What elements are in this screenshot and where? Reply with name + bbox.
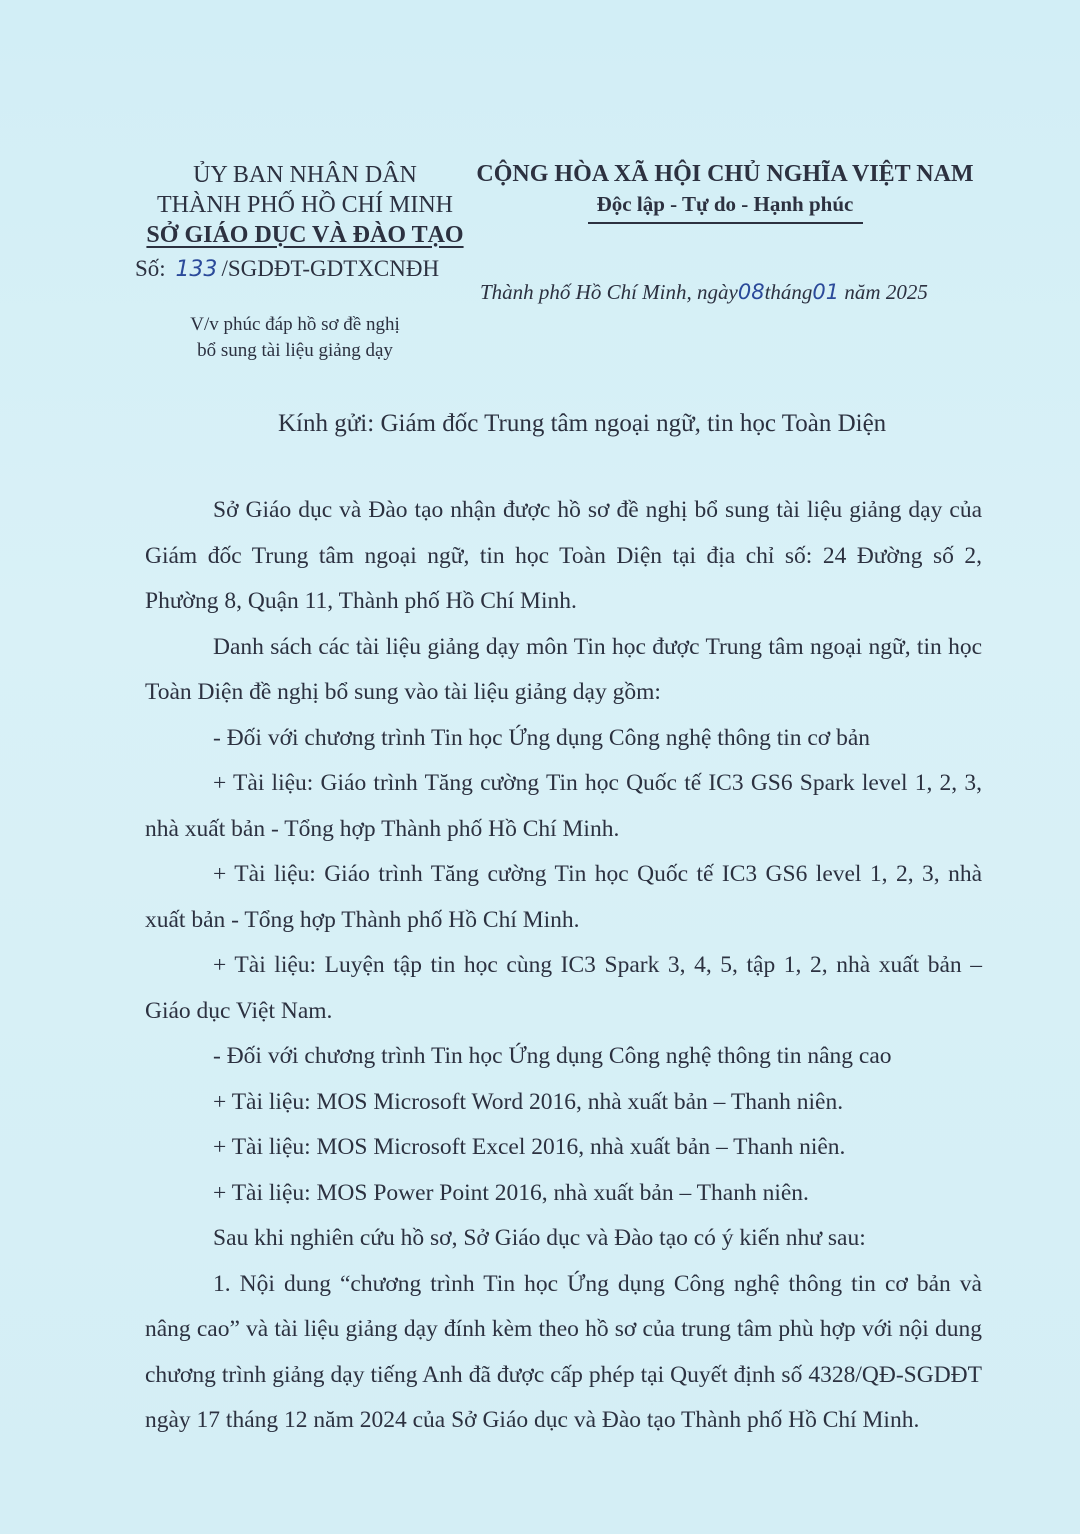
date-day: 08: [737, 280, 765, 304]
body-paragraph: Sau khi nghiên cứu hồ sơ, Sở Giáo dục và Đào tạo có ý kiến như sau:: [213, 1225, 866, 1251]
body-paragraph: Danh sách các tài liệu giảng dạy môn Tin học được Trung tâm ngoại ngữ, tin học Toàn Diện đề nghị bổ sung vào tài liệu giảng dạy gồm:: [145, 633, 982, 705]
body-paragraph: + Tài liệu: MOS Power Point 2016, nhà xuất bản – Thanh niên.: [213, 1179, 809, 1206]
issuing-authority: [110, 160, 500, 250]
date-month-label: tháng: [764, 280, 813, 304]
authority-line-2: THÀNH PHỐ HỒ CHÍ MINH: [157, 192, 453, 218]
body-paragraph: Sở Giáo dục và Đào tạo nhận được hồ sơ đề nghị bổ sung tài liệu giảng dạy của Giám đốc Trung tâm ngoại ngữ, tin học Toàn Diện tại địa chỉ số: 24 Đường số 2, Phường 8, Quận 11, Thành phố Hồ Chí Minh.: [145, 497, 982, 614]
department-name: SỞ GIÁO DỤC VÀ ĐÀO TẠO: [146, 222, 464, 248]
body-paragraph: - Đối với chương trình Tin học Ứng dụng Công nghệ thông tin nâng cao: [213, 1043, 892, 1069]
body-paragraph: + Tài liệu: MOS Microsoft Excel 2016, nhà xuất bản – Thanh niên.: [213, 1134, 846, 1160]
authority-line-1: ỦY BAN NHÂN DÂN: [193, 162, 417, 188]
body-paragraph: + Tài liệu: MOS Microsoft Word 2016, nhà xuất bản – Thanh niên.: [213, 1088, 844, 1115]
authority-line-3: [110, 220, 500, 250]
national-title: CỘNG HÒA XÃ HỘI CHỦ NGHĨA VIỆT NAM: [476, 161, 974, 187]
body-paragraph: 1. Nội dung “chương trình Tin học Ứng dụng Công nghệ thông tin cơ bản và nâng cao” và tài liệu giảng dạy đính kèm theo hồ sơ của trung tâm phù hợp với nội dung chương trình giảng dạy tiếng Anh đã được cấp phép tại Quyết định số 4328/QĐ-SGDĐT ngày 17 tháng 12 năm 2024 của Sở Giáo dục và Đào tạo Thành phố Hồ Chí Minh.: [145, 1270, 982, 1433]
place-date-prefix: Thành phố Hồ Chí Minh, ngày: [480, 280, 738, 304]
body-paragraph: + Tài liệu: Giáo trình Tăng cường Tin học Quốc tế IC3 GS6 Spark level 1, 2, 3, nhà xuất bản - Tổng hợp Thành phố Hồ Chí Minh.: [145, 770, 982, 842]
body-paragraph: + Tài liệu: Giáo trình Tăng cường Tin học Quốc tế IC3 GS6 level 1, 2, 3, nhà xuất bản - Tổng hợp Thành phố Hồ Chí Minh.: [145, 861, 982, 933]
doc-number-suffix: /SGDĐT-GDTXCNĐH: [221, 256, 440, 281]
date-month: 01: [812, 280, 840, 304]
national-header: [465, 158, 985, 224]
recipient-line: Kính gửi: Giám đốc Trung tâm ngoại ngữ, tin học Toàn Diện: [278, 410, 887, 437]
body-paragraph: - Đối với chương trình Tin học Ứng dụng Công nghệ thông tin cơ bản: [213, 724, 871, 751]
motto-underline: [588, 222, 863, 224]
body-paragraph: + Tài liệu: Luyện tập tin học cùng IC3 Spark 3, 4, 5, tập 1, 2, nhà xuất bản – Giáo dục Việt Nam.: [145, 952, 982, 1024]
doc-number-prefix: Số:: [135, 256, 166, 281]
national-motto: Độc lập - Tự do - Hạnh phúc: [596, 192, 854, 216]
document-subject: [150, 312, 440, 364]
document-body: [145, 488, 982, 1444]
date-year: năm 2025: [844, 280, 928, 304]
document-number: [135, 256, 439, 282]
doc-number-handwritten: 133: [175, 257, 218, 282]
subject-line-1: V/v phúc đáp hồ sơ đề nghị: [190, 314, 400, 335]
place-date: [480, 280, 928, 305]
subject-line-2: bổ sung tài liệu giảng dạy: [197, 340, 393, 361]
